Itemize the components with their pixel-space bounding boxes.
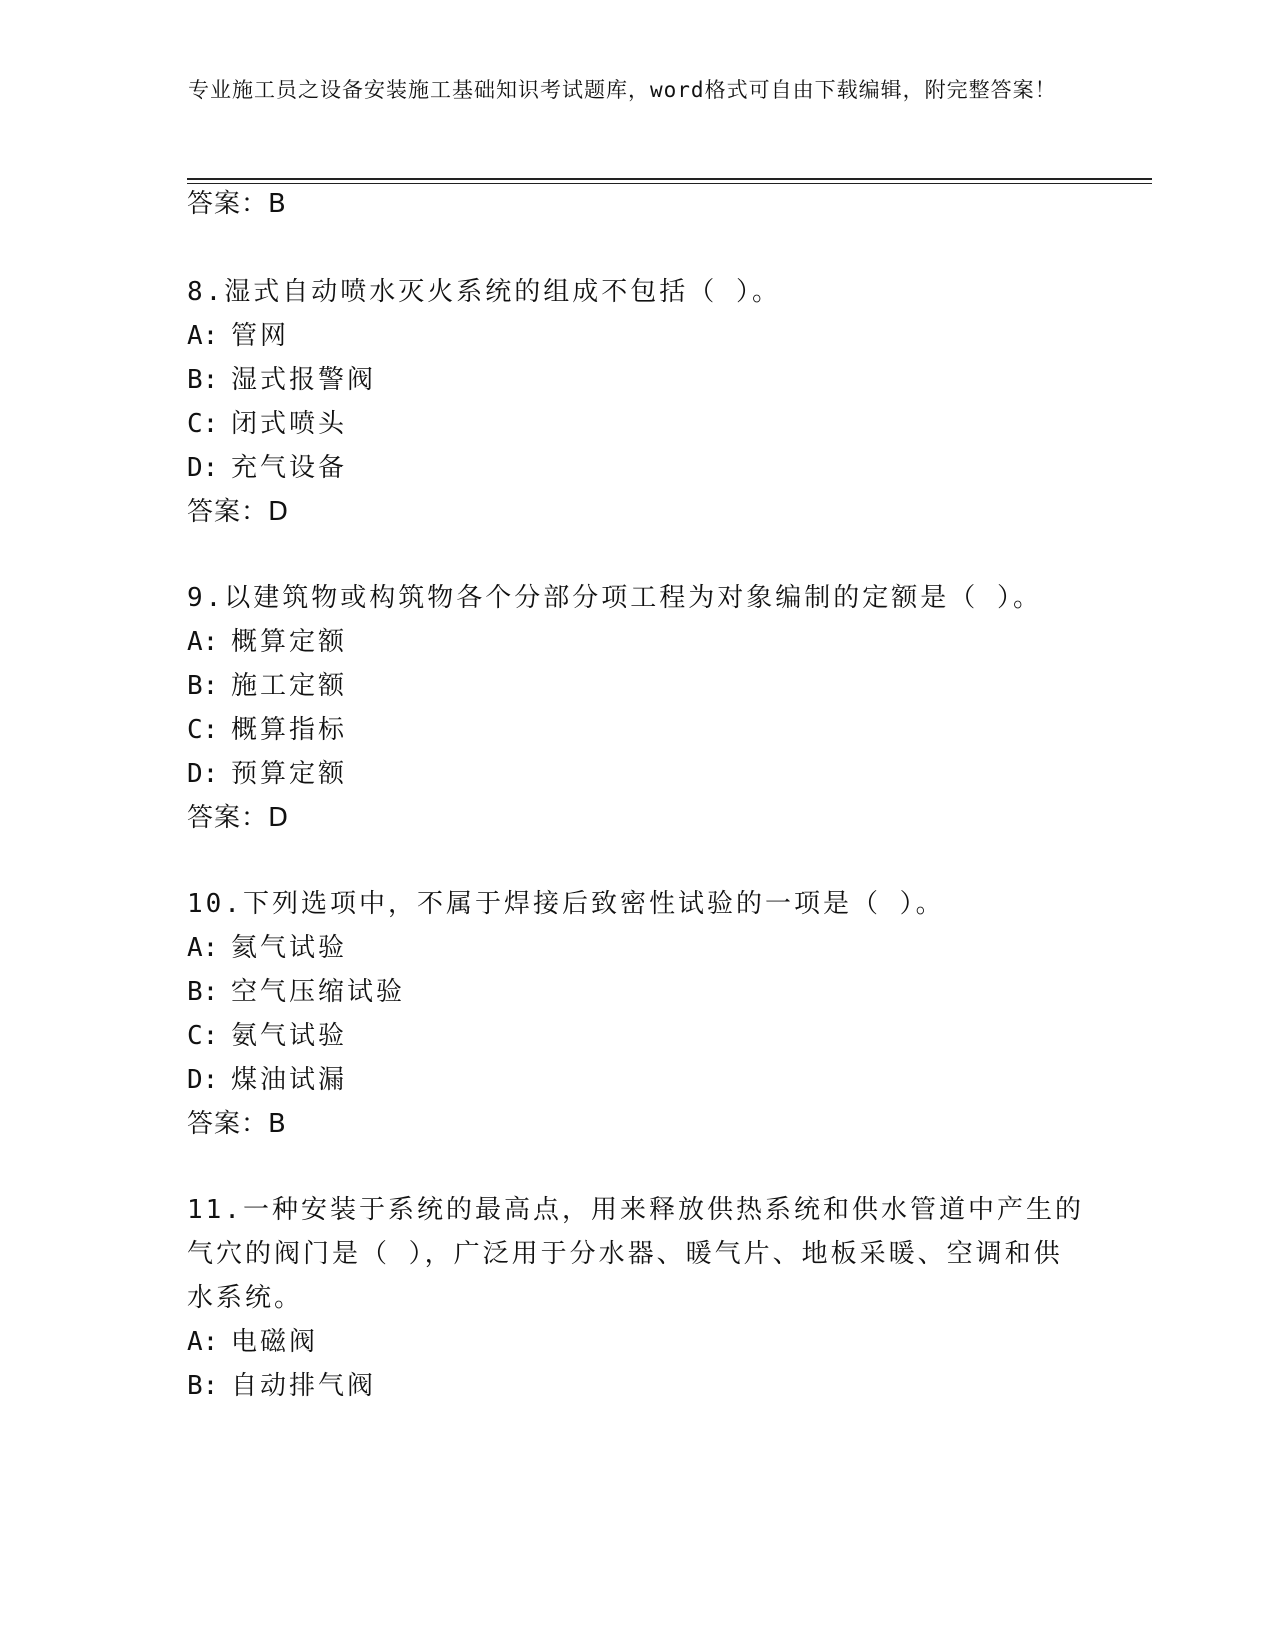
document-header: 专业施工员之设备安装施工基础知识考试题库，word格式可自由下载编辑，附完整答案！ [188,78,1057,102]
question-9-option-b [187,668,347,704]
option-letter: D: [187,453,219,483]
option-text: 充气设备 [231,453,348,483]
question-11-text-line-2: 气穴的阀门是（ ），广泛用于分水器、暖气片、地板采暖、空调和供 [187,1239,1063,1269]
option-text: 煤油试漏 [231,1065,348,1095]
option-letter: C: [187,715,219,745]
option-text: 闭式喷头 [231,409,348,439]
question-9-answer: 答案：D [187,803,290,833]
option-letter: A: [187,321,219,351]
question-8-option-a [187,318,289,354]
question-10-option-b [187,974,405,1010]
question-10-option-d [187,1062,347,1098]
question-8-answer: 答案：D [187,497,290,527]
option-letter: A: [187,1327,219,1357]
option-text: 施工定额 [231,671,348,701]
question-10-option-a [187,930,347,966]
option-text: 自动排气阀 [231,1371,377,1401]
option-letter: A: [187,933,219,963]
option-text: 电磁阀 [231,1327,319,1357]
option-letter: B: [187,977,219,1007]
option-text: 氨气试验 [231,1021,348,1051]
option-text: 空气压缩试验 [231,977,406,1007]
option-text: 概算指标 [231,715,348,745]
question-11-option-b [187,1368,376,1404]
option-letter: D: [187,759,219,789]
question-8-text: 8.湿式自动喷水灭火系统的组成不包括（ ）。 [187,277,781,307]
question-10-option-c [187,1018,347,1054]
option-text: 氦气试验 [231,933,348,963]
option-letter: C: [187,1021,219,1051]
question-11-text-line-3: 水系统。 [187,1283,304,1313]
option-letter: C: [187,409,219,439]
question-11-option-a [187,1324,318,1360]
question-9-text: 9.以建筑物或构筑物各个分部分项工程为对象编制的定额是（ ）。 [187,583,1042,613]
question-10-text: 10.下列选项中，不属于焊接后致密性试验的一项是（ ）。 [187,889,945,919]
header-rule-thin [187,183,1152,184]
option-text: 预算定额 [231,759,348,789]
question-11-text-line-1: 11.一种安装于系统的最高点，用来释放供热系统和供水管道中产生的 [187,1195,1084,1225]
option-letter: A: [187,627,219,657]
option-letter: D: [187,1065,219,1095]
question-10-answer: 答案：B [187,1109,287,1139]
option-letter: B: [187,671,219,701]
option-text: 管网 [231,321,290,351]
header-rule-thick [187,178,1152,180]
answer-line: 答案：B [187,189,287,219]
option-letter: B: [187,365,219,395]
option-text: 概算定额 [231,627,348,657]
question-9-option-d [187,756,347,792]
question-9-option-c [187,712,347,748]
question-8-option-c [187,406,347,442]
question-8-option-b [187,362,376,398]
question-8-option-d [187,450,347,486]
option-text: 湿式报警阀 [231,365,377,395]
option-letter: B: [187,1371,219,1401]
question-9-option-a [187,624,347,660]
